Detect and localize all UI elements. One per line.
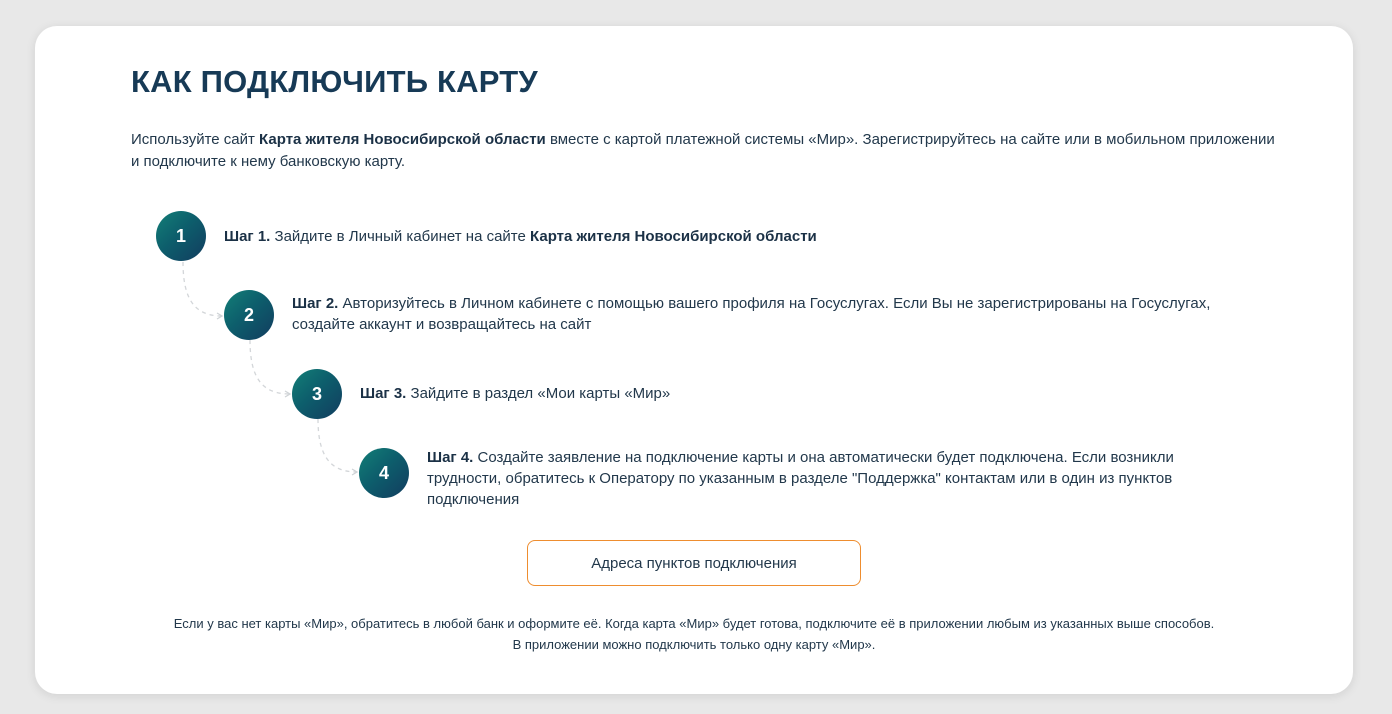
step-1-text xyxy=(224,226,1284,247)
step-1-site-name: Карта жителя Новосибирской области xyxy=(530,228,817,245)
intro-site-name: Карта жителя Новосибирской области xyxy=(259,131,546,148)
connector-3-4 xyxy=(318,419,357,472)
step-4-label: Шаг 4. xyxy=(427,449,474,466)
step-4-description: Создайте заявление на подключение карты и она автоматически будет подключена. Если возникли трудности, обратитесь к Оператору по указанным в разделе "Поддержка" контактам или в один из пунктов подключения xyxy=(427,449,1174,508)
step-3-label: Шаг 3. xyxy=(360,385,407,402)
step-4-badge: 4 xyxy=(359,448,409,498)
footnote xyxy=(35,613,1353,655)
intro-text-after: вместе с картой платежной системы «Мир». Зарегистрируйтесь на сайте или в мобильном приложении и подключите к нему банковскую карту. xyxy=(131,131,1275,170)
step-3-description: Зайдите в раздел «Мои карты «Мир» xyxy=(406,385,671,402)
footnote-line-1: Если у вас нет карты «Мир», обратитесь в любой банк и оформите её. Когда карта «Мир» будет готова, подключите её в приложении любым из указанных выше способов. xyxy=(173,616,1215,631)
intro-text-before: Используйте сайт xyxy=(131,131,260,148)
step-2-label: Шаг 2. xyxy=(292,295,339,312)
step-2-description: Авторизуйтесь в Личном кабинете с помощью вашего профиля на Госуслугах. Если Вы не зарегистрированы на Госуслугах, создайте аккаунт и возвращайтесь на сайт xyxy=(292,295,1211,333)
connector-1-2 xyxy=(183,262,222,316)
step-2-text xyxy=(292,293,1267,335)
step-1-label: Шаг 1. xyxy=(224,228,271,245)
step-1-description: Зайдите в Личный кабинет на сайте xyxy=(270,228,531,245)
step-2-badge: 2 xyxy=(224,290,274,340)
connection-points-button[interactable]: Адреса пунктов подключения xyxy=(527,540,861,586)
connector-2-3 xyxy=(250,340,290,394)
step-1-badge: 1 xyxy=(156,211,206,261)
step-3-badge: 3 xyxy=(292,369,342,419)
step-4-text xyxy=(427,447,1247,510)
footnote-line-2: В приложении можно подключить только одну карту «Мир». xyxy=(512,637,876,652)
step-3-text xyxy=(360,383,1260,404)
section-title: КАК ПОДКЛЮЧИТЬ КАРТУ xyxy=(131,64,538,99)
